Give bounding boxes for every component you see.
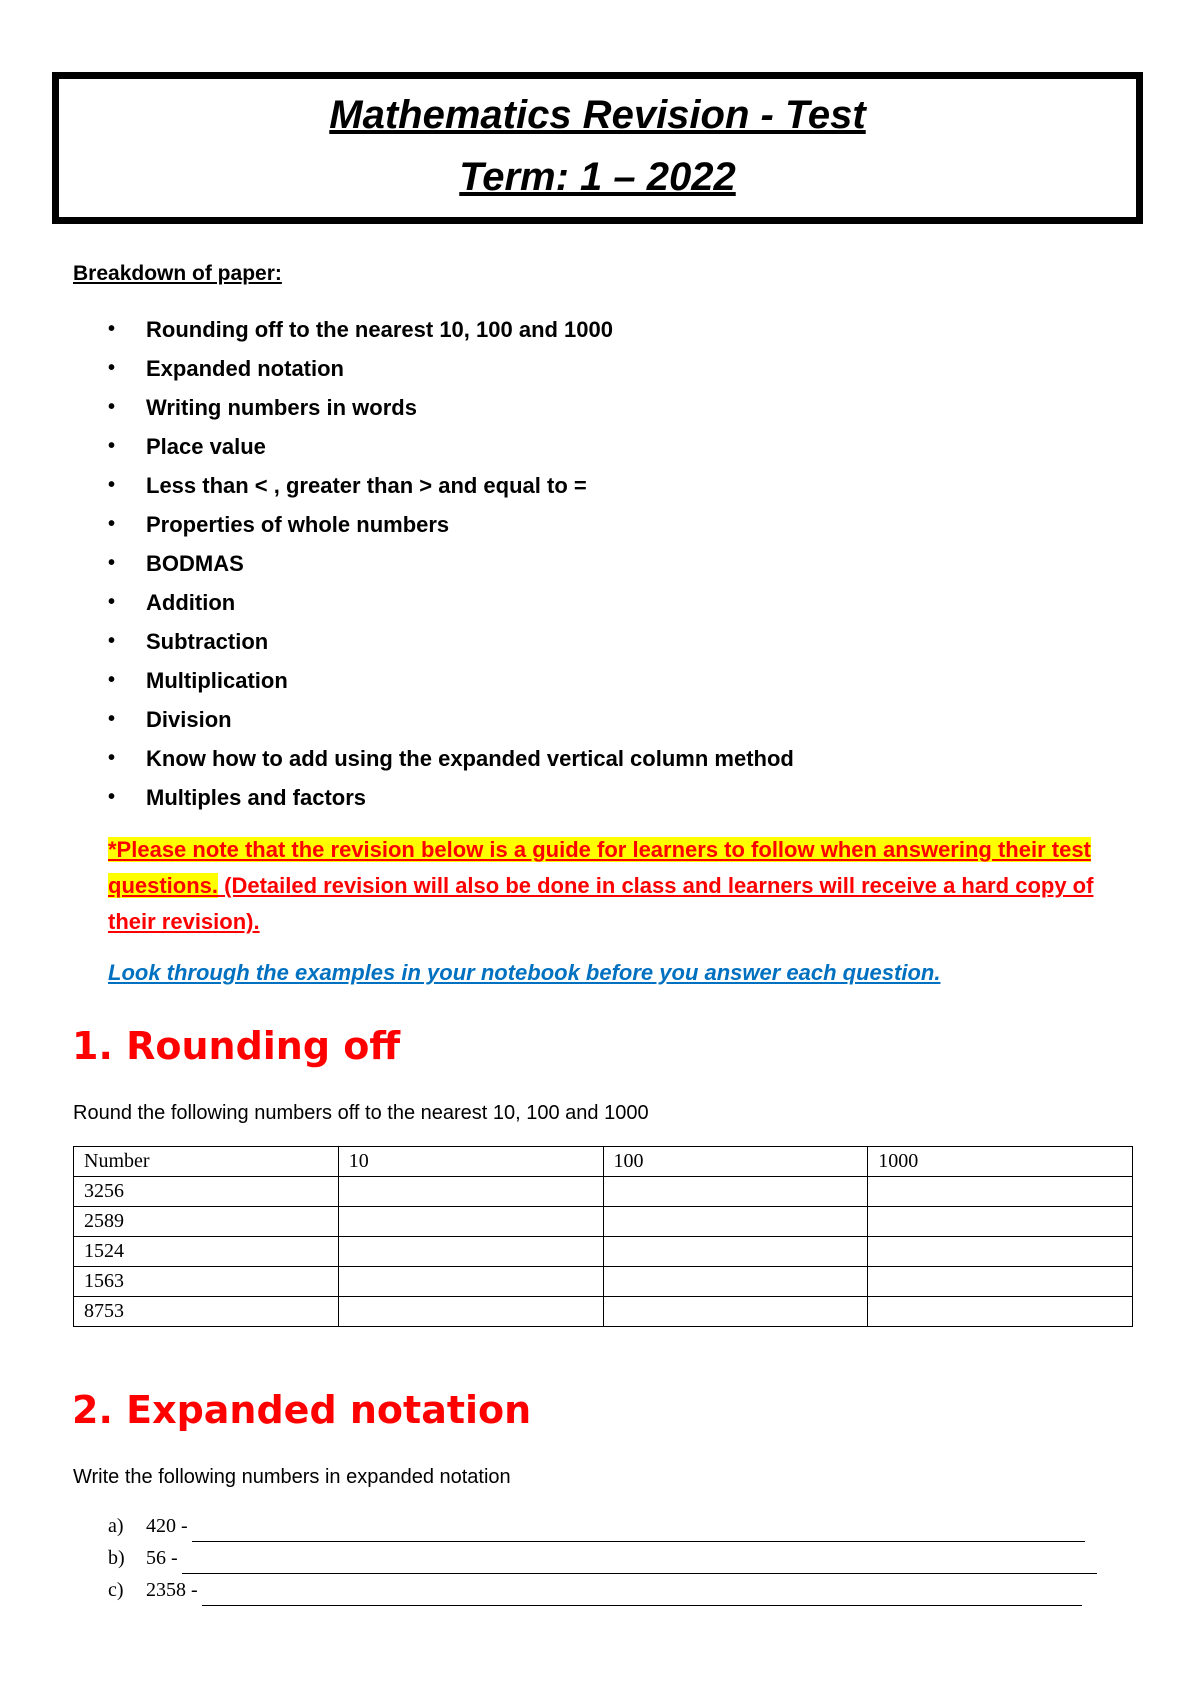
breakdown-heading: Breakdown of paper:	[73, 262, 282, 285]
item-number: 420 -	[146, 1515, 188, 1537]
bullet-icon: •	[108, 747, 116, 769]
list-item: • BODMAS	[108, 544, 794, 583]
table-row	[74, 1177, 1133, 1207]
answer-cell[interactable]	[338, 1177, 603, 1207]
answer-cell[interactable]	[603, 1297, 868, 1327]
bullet-icon: •	[108, 318, 116, 340]
list-item: • Multiplication	[108, 661, 794, 700]
bullet-icon: •	[108, 669, 116, 691]
rounding-instruction: Round the following numbers off to the nearest 10, 100 and 1000	[73, 1102, 649, 1124]
title-box	[52, 72, 1143, 224]
bullet-icon: •	[108, 786, 116, 808]
header-1000: 1000	[868, 1147, 1133, 1177]
bullet-icon: •	[108, 474, 116, 496]
answer-cell[interactable]	[868, 1267, 1133, 1297]
answer-cell[interactable]	[868, 1297, 1133, 1327]
answer-cell[interactable]	[603, 1237, 868, 1267]
answer-cell[interactable]	[338, 1297, 603, 1327]
highlighted-note: *Please note that the revision below is a guide for learners to follow when answering their test questions.	[108, 837, 1091, 898]
table-row	[74, 1207, 1133, 1237]
list-item: • Subtraction	[108, 622, 794, 661]
row-number: 8753	[74, 1297, 339, 1327]
list-item: • Writing numbers in words	[108, 388, 794, 427]
answer-cell[interactable]	[338, 1207, 603, 1237]
topic-list	[108, 310, 794, 817]
bullet-icon: •	[108, 357, 116, 379]
bullet-icon: •	[108, 513, 116, 535]
list-item: • Less than < , greater than > and equal to =	[108, 466, 794, 505]
row-number: 1563	[74, 1267, 339, 1297]
table-row	[74, 1267, 1133, 1297]
header-number: Number	[74, 1147, 339, 1177]
term-title: Term: 1 – 2022	[459, 155, 736, 199]
list-item: • Division	[108, 700, 794, 739]
list-item: • Addition	[108, 583, 794, 622]
table-row	[74, 1297, 1133, 1327]
list-item: • Place value	[108, 427, 794, 466]
bullet-icon: •	[108, 552, 116, 574]
row-number: 2589	[74, 1207, 339, 1237]
expanded-list	[108, 1510, 1097, 1606]
list-item: • Multiples and factors	[108, 778, 794, 817]
bullet-icon: •	[108, 591, 116, 613]
answer-line[interactable]	[202, 1583, 1082, 1606]
document-title: Mathematics Revision - Test	[329, 93, 866, 137]
note-rest: (Detailed revision will also be done in class and learners will receive a hard copy of their revision).	[108, 873, 1094, 934]
revision-note	[108, 832, 1128, 940]
header-10: 10	[338, 1147, 603, 1177]
answer-cell[interactable]	[868, 1237, 1133, 1267]
section-heading-expanded: 2. Expanded notation	[72, 1388, 532, 1432]
bullet-icon: •	[108, 435, 116, 457]
answer-cell[interactable]	[338, 1237, 603, 1267]
item-number: 56 -	[146, 1547, 178, 1569]
answer-line[interactable]	[192, 1519, 1085, 1542]
list-item: • Expanded notation	[108, 349, 794, 388]
item-label: b)	[108, 1547, 125, 1569]
answer-cell[interactable]	[868, 1177, 1133, 1207]
answer-cell[interactable]	[868, 1207, 1133, 1237]
answer-line[interactable]	[182, 1551, 1097, 1574]
header-100: 100	[603, 1147, 868, 1177]
item-label: a)	[108, 1515, 124, 1537]
bullet-icon: •	[108, 630, 116, 652]
row-number: 1524	[74, 1237, 339, 1267]
item-label: c)	[108, 1579, 124, 1601]
table-row	[74, 1237, 1133, 1267]
answer-cell[interactable]	[338, 1267, 603, 1297]
list-item	[108, 1510, 1097, 1542]
row-number: 3256	[74, 1177, 339, 1207]
expanded-instruction: Write the following numbers in expanded notation	[73, 1466, 511, 1488]
notebook-note: Look through the examples in your notebook before you answer each question.	[108, 960, 941, 985]
answer-cell[interactable]	[603, 1267, 868, 1297]
bullet-icon: •	[108, 396, 116, 418]
list-item: • Know how to add using the expanded vertical column method	[108, 739, 794, 778]
list-item: • Properties of whole numbers	[108, 505, 794, 544]
list-item	[108, 1542, 1097, 1574]
answer-cell[interactable]	[603, 1177, 868, 1207]
list-item: • Rounding off to the nearest 10, 100 and 1000	[108, 310, 794, 349]
table-header-row	[74, 1147, 1133, 1177]
list-item	[108, 1574, 1097, 1606]
item-number: 2358 -	[146, 1579, 198, 1601]
rounding-table	[73, 1146, 1133, 1327]
bullet-icon: •	[108, 708, 116, 730]
answer-cell[interactable]	[603, 1207, 868, 1237]
section-heading-rounding: 1. Rounding off	[72, 1024, 401, 1068]
